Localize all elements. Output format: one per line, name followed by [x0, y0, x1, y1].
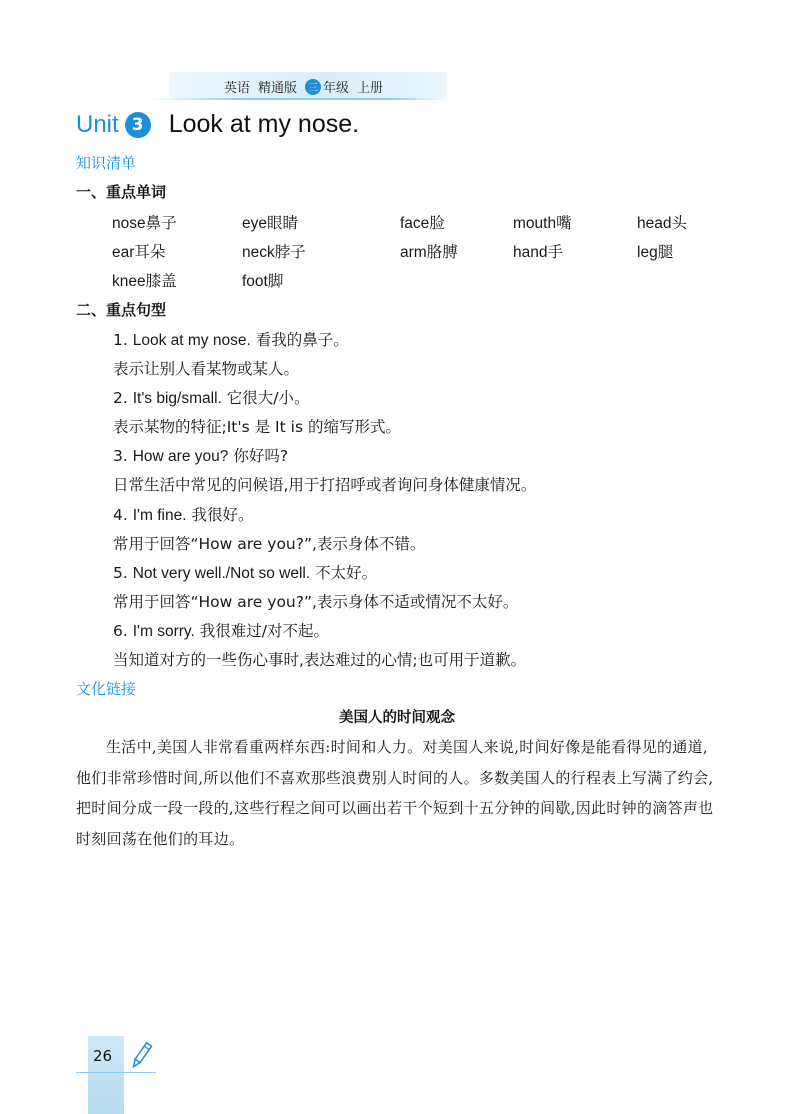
sentence-note: 表示让别人看某物或某人。 — [113, 360, 300, 378]
vocab-item: face脸 — [400, 214, 445, 232]
culture-paragraph: 生活中,美国人非常看重两样东西:时间和人力。对美国人来说,时间好像是能看得见的通道,他们非常珍惜时间,所以他们不喜欢那些浪费别人时间的人。多数美国人的行程表上写满了约会,把时间分成一段一段的,这些行程之间可以画出若干个短到十五分钟的间歇,因此时钟的滴答声也时刻回荡在他们的耳边。 — [76, 738, 714, 848]
grade-badge-icon: 三 — [305, 79, 321, 95]
sentence-item: 6. I'm sorry. 我很难过/对不起。 — [113, 622, 329, 640]
book-header — [224, 77, 383, 96]
vocab-item: nose鼻子 — [112, 214, 177, 232]
sentence-item: 3. How are you? 你好吗? — [113, 447, 289, 465]
vocab-heading: 一、重点单词 — [76, 183, 167, 201]
sentence-item: 2. It's big/small. 它很大/小。 — [113, 389, 310, 407]
culture-heading: 文化链接 — [76, 680, 137, 698]
unit-number-badge: 3 — [125, 112, 151, 138]
sentence-item: 1. Look at my nose. 看我的鼻子。 — [113, 331, 349, 349]
footer-divider — [76, 1072, 156, 1073]
unit-name: Look at my nose. — [168, 110, 360, 138]
sentence-note: 表示某物的特征;It's 是 It is 的缩写形式。 — [113, 418, 401, 436]
culture-title: 美国人的时间观念 — [339, 710, 455, 726]
pencil-icon — [128, 1040, 154, 1072]
vocab-item: head头 — [637, 214, 687, 232]
vocab-item: leg腿 — [637, 243, 674, 261]
vocab-item: knee膝盖 — [112, 272, 177, 290]
vocab-item: neck脖子 — [242, 243, 306, 261]
vocab-item: foot脚 — [242, 272, 284, 290]
sentence-note: 当知道对方的一些伤心事时,表达难过的心情;也可用于道歉。 — [113, 651, 527, 669]
vocab-item: mouth嘴 — [513, 214, 572, 232]
sentence-item: 4. I'm fine. 我很好。 — [113, 506, 254, 524]
grade-label: 年级 — [323, 81, 350, 96]
vocab-item: ear耳朵 — [112, 243, 166, 261]
subject-label: 英语 — [224, 81, 251, 96]
header-divider — [150, 98, 450, 100]
knowledge-heading: 知识清单 — [76, 154, 137, 172]
sentences-heading: 二、重点句型 — [76, 301, 167, 319]
page-number: 26 — [93, 1047, 113, 1065]
sentence-note: 常用于回答“How are you?”,表示身体不适或情况不太好。 — [113, 593, 519, 611]
sentence-note: 常用于回答“How are you?”,表示身体不错。 — [113, 535, 426, 553]
unit-title — [76, 110, 359, 139]
vocab-item: eye眼睛 — [242, 214, 299, 232]
vocab-item: arm胳膊 — [400, 243, 458, 261]
unit-word: Unit — [76, 110, 119, 138]
sentence-note: 日常生活中常见的问候语,用于打招呼或者询问身体健康情况。 — [113, 476, 537, 494]
volume-label: 上册 — [357, 81, 384, 96]
vocab-item: hand手 — [513, 243, 563, 261]
sentence-item: 5. Not very well./Not so well. 不太好。 — [113, 564, 378, 582]
edition-label: 精通版 — [258, 81, 298, 96]
